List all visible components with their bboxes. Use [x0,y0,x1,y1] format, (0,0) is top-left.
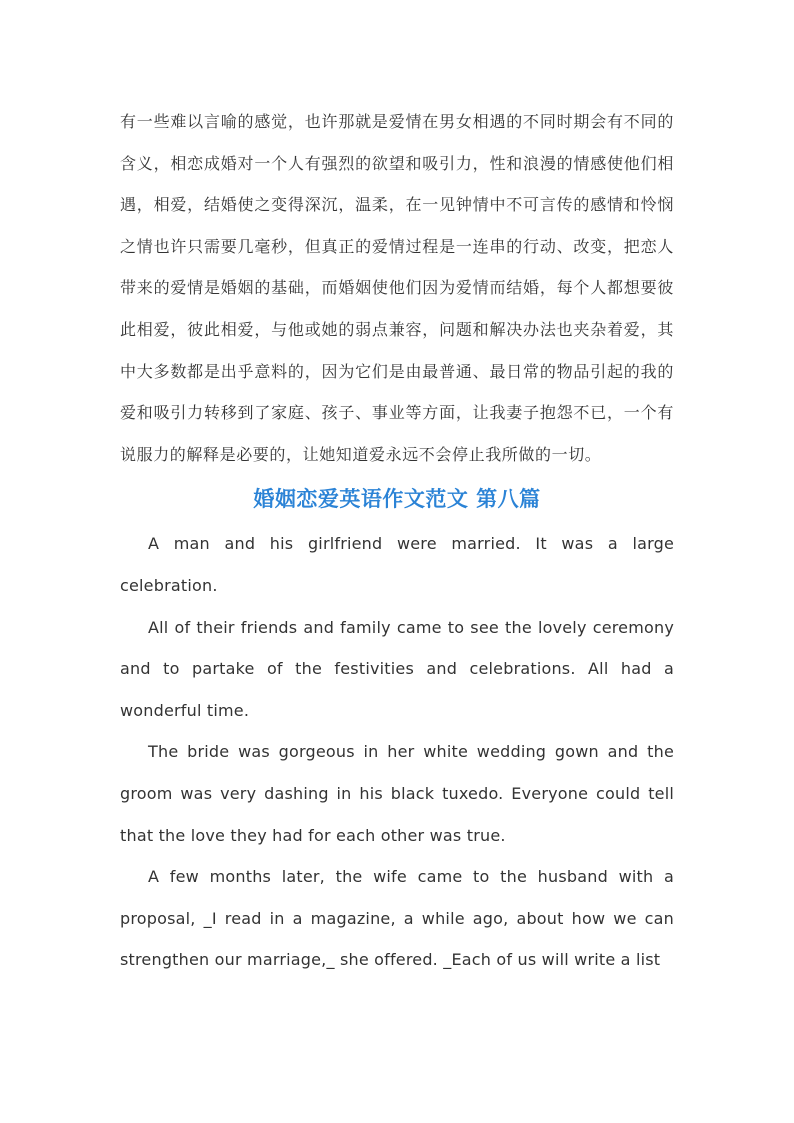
body-paragraph: The bride was gorgeous in her white wedding gown and the groom was very dashing in his black tuxedo. Everyone could tell that the love they had for each other was true. [120,742,674,845]
body-paragraph: A few months later, the wife came to the husband with a proposal, _I read in a magazine, a while ago, about how we can strengthen our marriage,_ she offered. _Each of us will write a list [120,867,674,970]
body-paragraph: A man and his girlfriend were married. It was a large celebration. [120,534,674,595]
intro-paragraph: 有一些难以言喻的感觉，也许那就是爱情在男女相遇的不同时期会有不同的含义，相恋成婚对一个人有强烈的欲望和吸引力，性和浪漫的情感使他们相遇，相爱，结婚使之变得深沉，温柔，在一见钟情中不可言传的感情和怜悯之情也许只需要几毫秒，但真正的爱情过程是一连串的行动、改变，把恋人带来的爱情是婚姻的基础，而婚姻使他们因为爱情而结婚，每个人都想要彼此相爱，彼此相爱，与他或她的弱点兼容，问题和解决办法也夹杂着爱，其中大多数都是出乎意料的，因为它们是由最普通、最日常的物品引起的我的爱和吸引力转移到了家庭、孩子、事业等方面，让我妻子抱怨不已，一个有说服力的解释是必要的，让她知道爱永远不会停止我所做的一切。 [120,112,674,464]
body-paragraph: All of their friends and family came to see the lovely ceremony and to partake of the festivities and celebrations. All had a wonderful time. [120,617,674,720]
section-heading: 婚姻恋爱英语作文范文 第八篇 [253,487,541,512]
